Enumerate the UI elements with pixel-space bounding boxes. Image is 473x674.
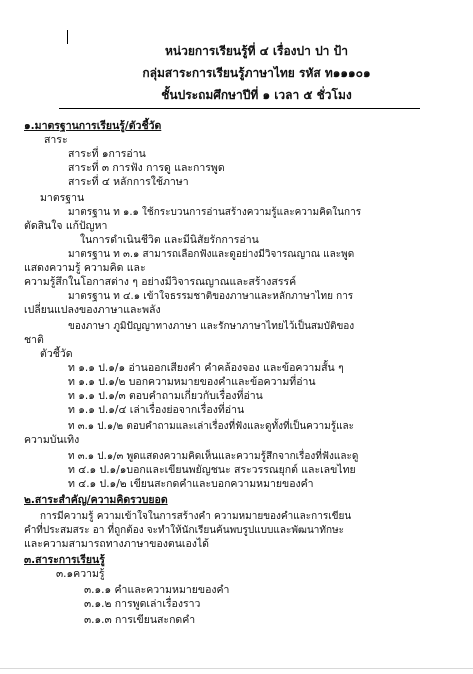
text-line: คำที่ประสมสระ อา ที่ถูกต้อง จะทำให้นักเรียนค้นพบรูปแบบและพัฒนาทักษะ — [24, 525, 345, 536]
text-line: ตัดสินใจ แก้ปัญหา — [24, 220, 108, 232]
text-line: ความรู้สึกในโอกาสต่าง ๆ อย่างมีวิจารณญาณและสร้างสรรค์ — [24, 276, 297, 288]
title-line-2: กลุ่มสาระการเรียนรู้ภาษาไทย รหัส ท๑๑๑๐๑ — [142, 66, 371, 80]
text-line: มาตรฐาน ท ๔.๑ เข้าใจธรรมชาติของภาษาและหลักภาษาไทย การ — [68, 291, 354, 302]
title-line-1: หน่วยการเรียนรู้ที่ ๔ เรื่องปา ปา ป้า — [165, 44, 348, 58]
text-line: ๓.๑.๑ คำและความหมายของคำ — [84, 584, 230, 596]
indicator-line: ท ๔.๑ ป.๑/๑บอกและเขียนพยัญชนะ สระวรรณยุกต์ และเลขไทย — [68, 464, 356, 476]
text-line: ๓.๑.๒ การพูดเล่าเรื่องราว — [84, 598, 201, 610]
indicator-line: ท ๔.๑ ป.๑/๒ เขียนสะกดคำและบอกความหมายของคำ — [68, 478, 314, 490]
indicator-line: ท ๑.๑ ป.๑/๑ อ่านออกเสียงคำ คำคล้องจอง และข้อความสั้น ๆ — [68, 362, 344, 374]
text-line: และความสามารถทางภาษาของตนเองได้ — [24, 538, 210, 550]
indicator-line: ท ๑.๑ ป.๑/๓ ตอบคำถามเกี่ยวกับเรื่องที่อ่าน — [68, 390, 263, 402]
indicator-line: ท ๑.๑ ป.๑/๒ บอกความหมายของคำและข้อความที่อ่าน — [68, 376, 316, 388]
section-heading-standards: ๑.มาตรฐานการเรียนรู้/ตัวชี้วัด — [24, 120, 162, 132]
text-line: สาระที่ ๔ หลักการใช้ภาษา — [68, 176, 189, 188]
text-line: สาระ — [44, 134, 68, 146]
title-line-3: ชั้นประถมศึกษาปีที่ ๑ เวลา ๕ ชั่วโมง — [161, 88, 352, 102]
text-line: ในการดำเนินชีวิต และมีนิสัยรักการอ่าน — [80, 234, 259, 246]
page-edge — [0, 668, 473, 669]
text-line: ของภาษา ภูมิปัญญาทางภาษา และรักษาภาษาไทยไว้เป็นสมบัติของ — [68, 321, 355, 332]
indicator-line: ท ๓.๑ ป.๑/๓ พูดแสดงความคิดเห็นและความรู้สึกจากเรื่องที่ฟังและดู — [68, 451, 359, 462]
section-heading-content: ๓.สาระการเรียนรู้ — [24, 554, 105, 566]
text-line: ๓.๑.๓ การเขียนสะกดคำ — [84, 614, 196, 626]
text-line: แสดงความรู้ ความคิด และ — [24, 262, 146, 274]
text-line: ตัวชี้วัด — [40, 348, 73, 360]
title-divider — [59, 108, 420, 109]
text-line: มาตรฐาน ท ๑.๑ ใช้กระบวนการอ่านสร้างความรู้และความคิดในการ — [68, 207, 362, 218]
indicator-line: ท ๓.๑ ป.๑/๒ ตอบคำถามและเล่าเรื่องที่ฟังและดูทั้งที่เป็นความรู้และ — [68, 421, 355, 432]
indicator-line: ท ๑.๑ ป.๑/๔ เล่าเรื่องย่อจากเรื่องที่อ่าน — [68, 404, 245, 416]
text-line: มาตรฐาน — [40, 192, 85, 204]
text-line: สาระที่ ๑การอ่าน — [68, 148, 146, 160]
text-line: ๓.๑ความรู้ — [56, 568, 105, 580]
text-line: ชาติ — [24, 334, 44, 346]
text-line: เปลี่ยนแปลงของภาษาและพลัง — [24, 304, 161, 316]
text-line: ความบันเทิง — [24, 434, 80, 446]
text-line: มาตรฐาน ท ๓.๑ สามารถเลือกฟังและดูอย่างมีวิจารณญาณ และพูด — [68, 249, 355, 260]
section-heading-concept: ๒.สาระสำคัญ/ความคิดรวบยอด — [24, 494, 168, 506]
text-line: การมีความรู้ ความเข้าใจในการสร้างคำ ความหมายของคำและการเขียน — [40, 511, 352, 522]
text-line: สาระที่ ๓ การฟัง การดู และการพูด — [68, 162, 225, 174]
